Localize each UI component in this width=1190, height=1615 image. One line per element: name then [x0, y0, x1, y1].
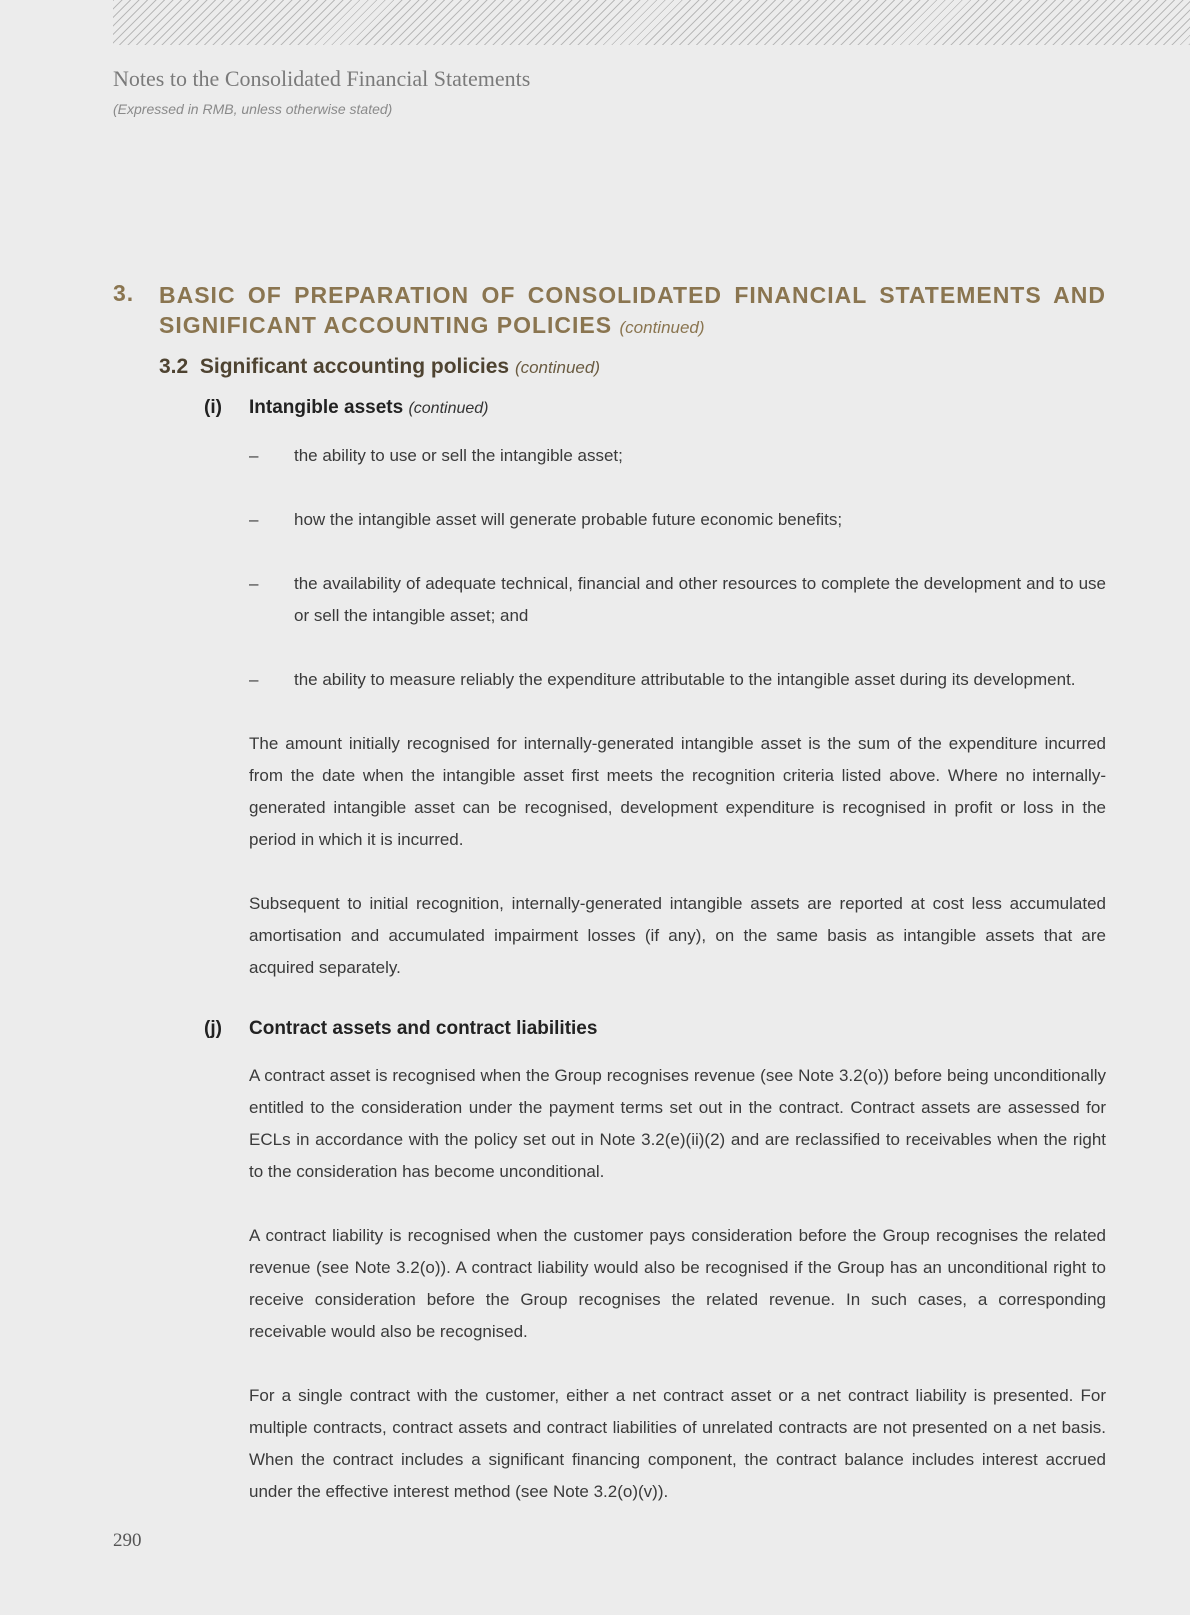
- item-i-continued: (continued): [408, 400, 489, 417]
- running-header-subtitle: (Expressed in RMB, unless otherwise stated): [113, 101, 393, 117]
- bullet-text: the availability of adequate technical, financial and other resources to complete the development and to use or sell the intangible asset; and: [294, 574, 1106, 625]
- dash-marker: –: [249, 670, 259, 689]
- bullet-text: the ability to use or sell the intangible asset;: [294, 446, 623, 465]
- body-paragraph: Subsequent to initial recognition, internally-generated intangible assets are reported at cost less accumulated amortisation and accumulated impairment losses (if any), on the same basis as intangible assets that are acquired separately.: [249, 894, 1106, 977]
- decorative-hatch-band: [113, 0, 1190, 45]
- subsection-number: 3.2: [159, 355, 189, 378]
- dash-marker: –: [249, 574, 259, 593]
- subsection-heading: [159, 355, 600, 379]
- bullet-item: [249, 664, 1106, 696]
- running-header-title: Notes to the Consolidated Financial Statements: [113, 66, 531, 91]
- subsection-title: Significant accounting policies: [199, 355, 510, 378]
- bullet-item: [249, 504, 1106, 536]
- body-paragraph: A contract asset is recognised when the Group recognises revenue (see Note 3.2(o)) before being unconditionally entitled to the consideration under the payment terms set out in the contract. Contract assets are assessed for ECLs in accordance with the policy set out in Note 3.2(e)(ii)(2) and are reclassified to receivables when the right to the consideration has become unconditional.: [249, 1066, 1106, 1181]
- item-i-label: (i): [204, 397, 222, 418]
- body-paragraph: For a single contract with the customer, either a net contract asset or a net contract liability is presented. For multiple contracts, contract assets and contract liabilities of unrelated contracts are not presented on a net basis. When the contract includes a significant financing component, the contract balance includes interest accrued under the effective interest method (see Note 3.2(o)(v)).: [249, 1386, 1106, 1501]
- item-j-title: Contract assets and contract liabilities: [249, 1018, 598, 1039]
- section-title-block: [159, 280, 1106, 343]
- page-number: 290: [113, 1530, 142, 1551]
- body-paragraph: The amount initially recognised for internally-generated intangible asset is the sum of the expenditure incurred from the date when the intangible asset first meets the recognition criteria listed above. Where no internally-generated intangible asset can be recognised, development expenditure is recognised in profit or loss in the period in which it is incurred.: [249, 734, 1106, 849]
- body-paragraph: A contract liability is recognised when the customer pays consideration before the Group recognises the related revenue (see Note 3.2(o)). A contract liability would also be recognised if the Group has an unconditional right to receive consideration before the Group recognises the related revenue. In such cases, a corresponding receivable would also be recognised.: [249, 1226, 1106, 1341]
- bullet-item: [249, 440, 1106, 472]
- item-j-label: (j): [204, 1018, 222, 1039]
- item-i-heading: [204, 397, 489, 419]
- section-continued: (continued): [619, 318, 705, 337]
- item-j-heading: [204, 1018, 597, 1040]
- item-i-title: Intangible assets: [249, 397, 404, 418]
- bullet-item: [249, 568, 1106, 632]
- dash-marker: –: [249, 446, 259, 465]
- dash-marker: –: [249, 510, 259, 529]
- section-title: BASIC OF PREPARATION OF CONSOLIDATED FINANCIAL STATEMENTS AND SIGNIFICANT ACCOUNTING POLICIES: [159, 282, 1106, 338]
- section-heading: [113, 280, 1106, 343]
- section-number: 3.: [113, 280, 135, 306]
- bullet-text: how the intangible asset will generate probable future economic benefits;: [294, 510, 843, 529]
- bullet-text: the ability to measure reliably the expenditure attributable to the intangible asset during its development.: [294, 670, 1076, 689]
- subsection-continued: (continued): [514, 358, 600, 377]
